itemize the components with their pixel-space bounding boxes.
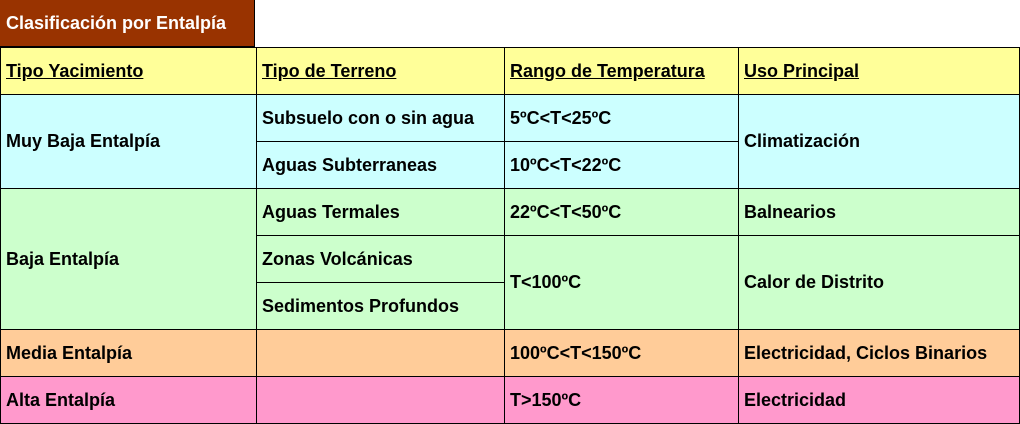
cell-terreno: Subsuelo con o sin agua bbox=[257, 95, 505, 142]
cell-uso: Electricidad bbox=[739, 377, 1020, 424]
cell-yacimiento-alta: Alta Entalpía bbox=[1, 377, 257, 424]
cell-temperatura: T>150ºC bbox=[505, 377, 739, 424]
header-tipo-yacimiento: Tipo Yacimiento bbox=[1, 48, 257, 95]
cell-terreno-empty bbox=[257, 330, 505, 377]
cell-temperatura: 100ºC<T<150ºC bbox=[505, 330, 739, 377]
cell-uso-muy-baja: Climatización bbox=[739, 95, 1020, 189]
cell-terreno: Aguas Subterraneas bbox=[257, 142, 505, 189]
cell-terreno: Zonas Volcánicas bbox=[257, 236, 505, 283]
cell-uso: Balnearios bbox=[739, 189, 1020, 236]
cell-yacimiento-muy-baja: Muy Baja Entalpía bbox=[1, 95, 257, 189]
cell-yacimiento-baja: Baja Entalpía bbox=[1, 189, 257, 330]
cell-uso-merged: Calor de Distrito bbox=[739, 236, 1020, 330]
cell-terreno-empty bbox=[257, 377, 505, 424]
header-row bbox=[1, 48, 1020, 95]
cell-terreno: Sedimentos Profundos bbox=[257, 283, 505, 330]
cell-temperatura-merged: T<100ºC bbox=[505, 236, 739, 330]
table-row bbox=[1, 95, 1020, 142]
cell-terreno: Aguas Termales bbox=[257, 189, 505, 236]
header-rango-temperatura: Rango de Temperatura bbox=[505, 48, 739, 95]
table-row bbox=[1, 189, 1020, 236]
cell-temperatura: 22ºC<T<50ºC bbox=[505, 189, 739, 236]
table-row bbox=[1, 377, 1020, 424]
header-uso-principal: Uso Principal bbox=[739, 48, 1020, 95]
enthalpy-classification-table bbox=[0, 47, 1020, 424]
cell-temperatura: 5ºC<T<25ºC bbox=[505, 95, 739, 142]
table-title: Clasificación por Entalpía bbox=[0, 0, 255, 47]
table-row bbox=[1, 330, 1020, 377]
cell-temperatura: 10ºC<T<22ºC bbox=[505, 142, 739, 189]
header-tipo-terreno: Tipo de Terreno bbox=[257, 48, 505, 95]
cell-uso: Electricidad, Ciclos Binarios bbox=[739, 330, 1020, 377]
cell-yacimiento-media: Media Entalpía bbox=[1, 330, 257, 377]
